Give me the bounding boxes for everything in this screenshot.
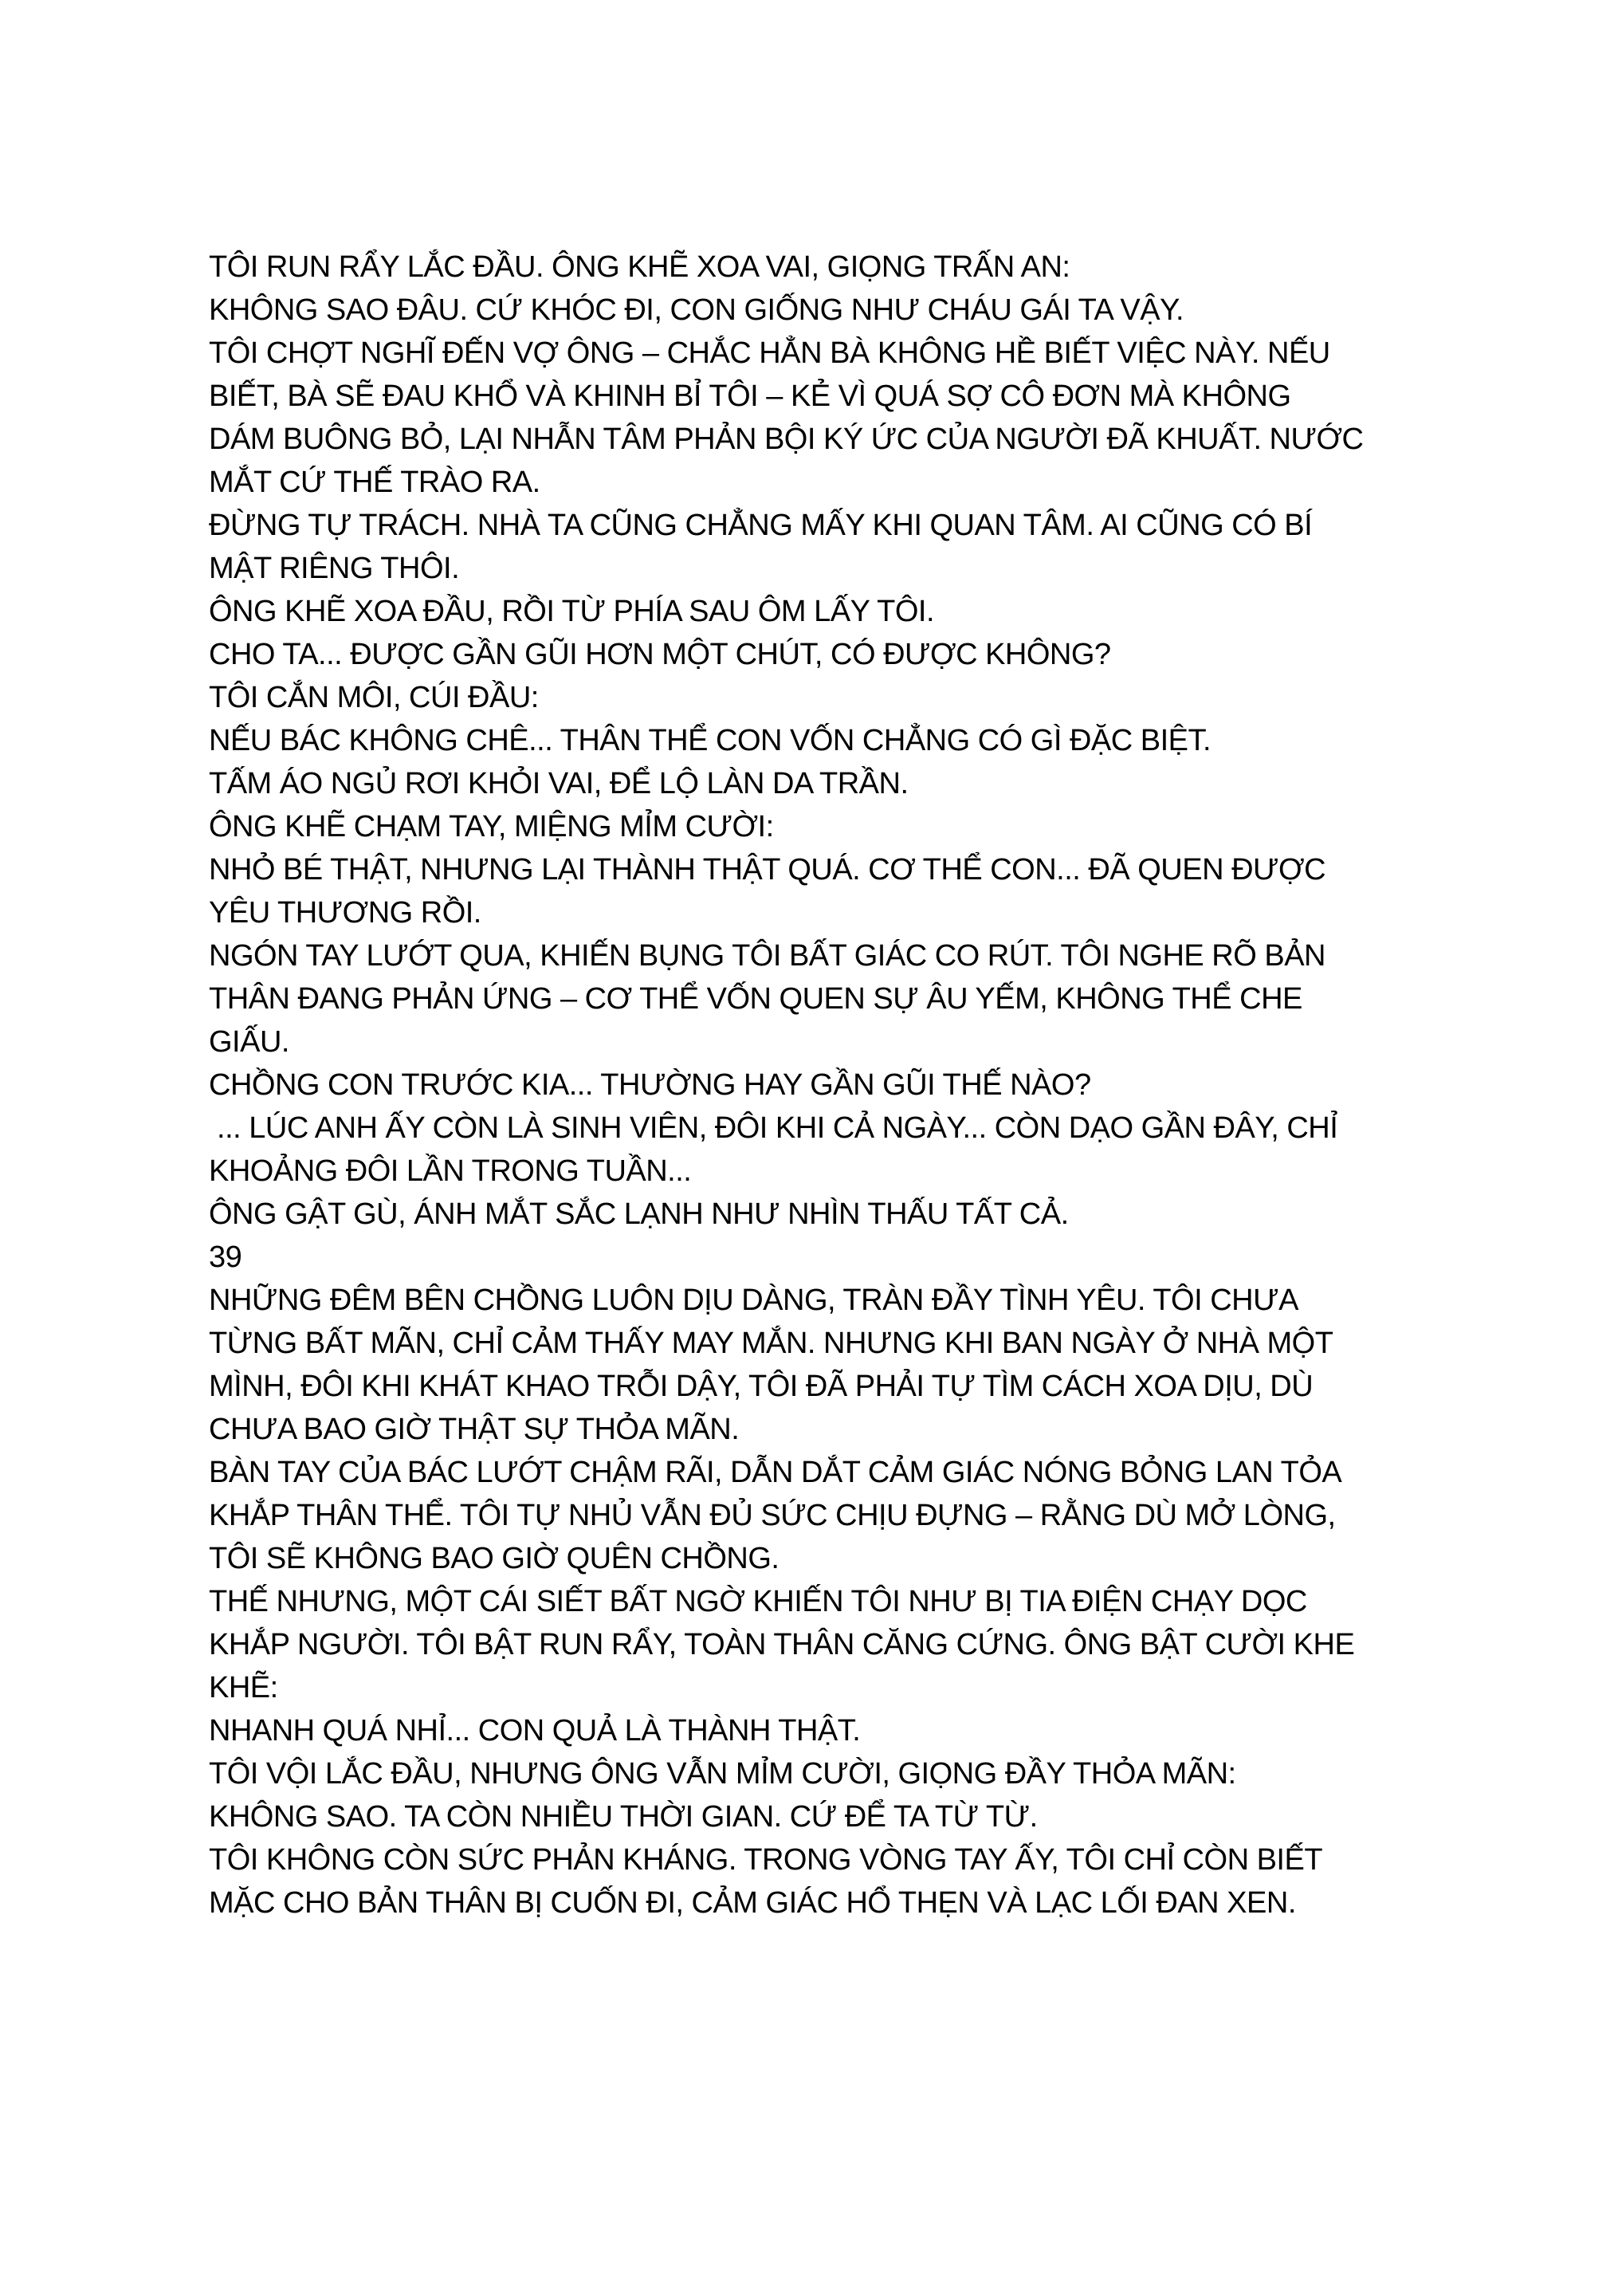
text-line: ĐỪNG TỰ TRÁCH. NHÀ TA CŨNG CHẲNG MẤY KHI QUAN TÂM. AI CŨNG CÓ BÍ [209, 509, 1313, 542]
text-line: CHO TA... ĐƯỢC GẦN GŨI HƠN MỘT CHÚT, CÓ ĐƯỢC KHÔNG? [209, 638, 1111, 671]
text-line: YÊU THƯƠNG RỒI. [209, 896, 481, 930]
text-line: MÌNH, ĐÔI KHI KHÁT KHAO TRỖI DẬY, TÔI ĐÃ PHẢI TỰ TÌM CÁCH XOA DỊU, DÙ [209, 1370, 1314, 1403]
text-line: TỪNG BẤT MÃN, CHỈ CẢM THẤY MAY MẮN. NHƯNG KHI BAN NGÀY Ở NHÀ MỘT [209, 1327, 1333, 1360]
text-line: MẶC CHO BẢN THÂN BỊ CUỐN ĐI, CẢM GIÁC HỔ THẸN VÀ LẠC LỐI ĐAN XEN. [209, 1886, 1296, 1920]
text-line: NGÓN TAY LƯỚT QUA, KHIẾN BỤNG TÔI BẤT GIÁC CO RÚT. TÔI NGHE RÕ BẢN [209, 939, 1325, 973]
text-line: TẤM ÁO NGỦ RƠI KHỎI VAI, ĐỂ LỘ LÀN DA TRẦN. [209, 767, 909, 800]
text-line: MẬT RIÊNG THÔI. [209, 552, 460, 585]
text-line: NHỮNG ĐÊM BÊN CHỒNG LUÔN DỊU DÀNG, TRÀN ĐẦY TÌNH YÊU. TÔI CHƯA [209, 1284, 1298, 1317]
text-line: CHƯA BAO GIỜ THẬT SỰ THỎA MÃN. [209, 1413, 740, 1446]
text-line: BÀN TAY CỦA BÁC LƯỚT CHẬM RÃI, DẪN DẮT CẢM GIÁC NÓNG BỎNG LAN TỎA [209, 1456, 1342, 1489]
text-line: ... LÚC ANH ẤY CÒN LÀ SINH VIÊN, ĐÔI KHI CẢ NGÀY... CÒN DẠO GẦN ĐÂY, CHỈ [209, 1111, 1338, 1145]
text-line: MẮT CỨ THẾ TRÀO RA. [209, 466, 540, 499]
text-line: NHỎ BÉ THẬT, NHƯNG LẠI THÀNH THẬT QUÁ. CƠ THỂ CON... ĐÃ QUEN ĐƯỢC [209, 853, 1326, 887]
text-line: KHẮP THÂN THỂ. TÔI TỰ NHỦ VẪN ĐỦ SỨC CHỊU ĐỰNG – RẰNG DÙ MỞ LÒNG, [209, 1499, 1336, 1532]
text-line: ÔNG KHẼ XOA ĐẦU, RỒI TỪ PHÍA SAU ÔM LẤY TÔI. [209, 595, 935, 628]
text-line: NẾU BÁC KHÔNG CHÊ... THÂN THỂ CON VỐN CHẲNG CÓ GÌ ĐẶC BIỆT. [209, 724, 1212, 757]
text-line: THẾ NHƯNG, MỘT CÁI SIẾT BẤT NGỜ KHIẾN TÔI NHƯ BỊ TIA ĐIỆN CHẠY DỌC [209, 1585, 1307, 1618]
page-number: 39 [209, 1240, 242, 1274]
text-line: TÔI VỘI LẮC ĐẦU, NHƯNG ÔNG VẪN MỈM CƯỜI, GIỌNG ĐẦY THỎA MÃN: [209, 1757, 1236, 1791]
text-line: KHÔNG SAO. TA CÒN NHIỀU THỜI GIAN. CỨ ĐỂ TA TỪ TỪ. [209, 1800, 1038, 1834]
text-line: ÔNG KHẼ CHẠM TAY, MIỆNG MỈM CƯỜI: [209, 810, 774, 843]
text-line: KHÔNG SAO ĐÂU. CỨ KHÓC ĐI, CON GIỐNG NHƯ CHÁU GÁI TA VẬY. [209, 293, 1184, 327]
text-line: KHOẢNG ĐÔI LẦN TRONG TUẦN... [209, 1154, 692, 1188]
text-line: TÔI RUN RẨY LẮC ĐẦU. ÔNG KHẼ XOA VAI, GIỌNG TRẤN AN: [209, 250, 1070, 284]
text-line: TÔI CHỢT NGHĨ ĐẾN VỢ ÔNG – CHẮC HẲN BÀ KHÔNG HỀ BIẾT VIỆC NÀY. NẾU [209, 336, 1330, 370]
text-line: ÔNG GẬT GÙ, ÁNH MẮT SẮC LẠNH NHƯ NHÌN THẤU TẤT CẢ. [209, 1197, 1069, 1231]
text-line: TÔI KHÔNG CÒN SỨC PHẢN KHÁNG. TRONG VÒNG TAY ẤY, TÔI CHỈ CÒN BIẾT [209, 1843, 1323, 1877]
text-line: THÂN ĐANG PHẢN ỨNG – CƠ THỂ VỐN QUEN SỰ ÂU YẾM, KHÔNG THỂ CHE [209, 982, 1302, 1016]
text-line: TÔI SẼ KHÔNG BAO GIỜ QUÊN CHỒNG. [209, 1542, 780, 1575]
text-line: BIẾT, BÀ SẼ ĐAU KHỔ VÀ KHINH BỈ TÔI – KẺ VÌ QUÁ SỢ CÔ ĐƠN MÀ KHÔNG [209, 379, 1291, 413]
body-text [209, 246, 1516, 1924]
text-line: KHẮP NGƯỜI. TÔI BẬT RUN RẨY, TOÀN THÂN CĂNG CỨNG. ÔNG BẬT CƯỜI KHE [209, 1628, 1355, 1661]
text-line: CHỒNG CON TRƯỚC KIA... THƯỜNG HAY GẦN GŨI THẾ NÀO? [209, 1068, 1091, 1102]
text-line: KHẼ: [209, 1671, 278, 1704]
text-line: DÁM BUÔNG BỎ, LẠI NHẪN TÂM PHẢN BỘI KÝ ỨC CỦA NGƯỜI ĐÃ KHUẤT. NƯỚC [209, 423, 1364, 456]
text-line: GIẤU. [209, 1025, 289, 1059]
text-line: TÔI CẮN MÔI, CÚI ĐẦU: [209, 681, 539, 714]
text-line: NHANH QUÁ NHỈ... CON QUẢ LÀ THÀNH THẬT. [209, 1714, 861, 1748]
